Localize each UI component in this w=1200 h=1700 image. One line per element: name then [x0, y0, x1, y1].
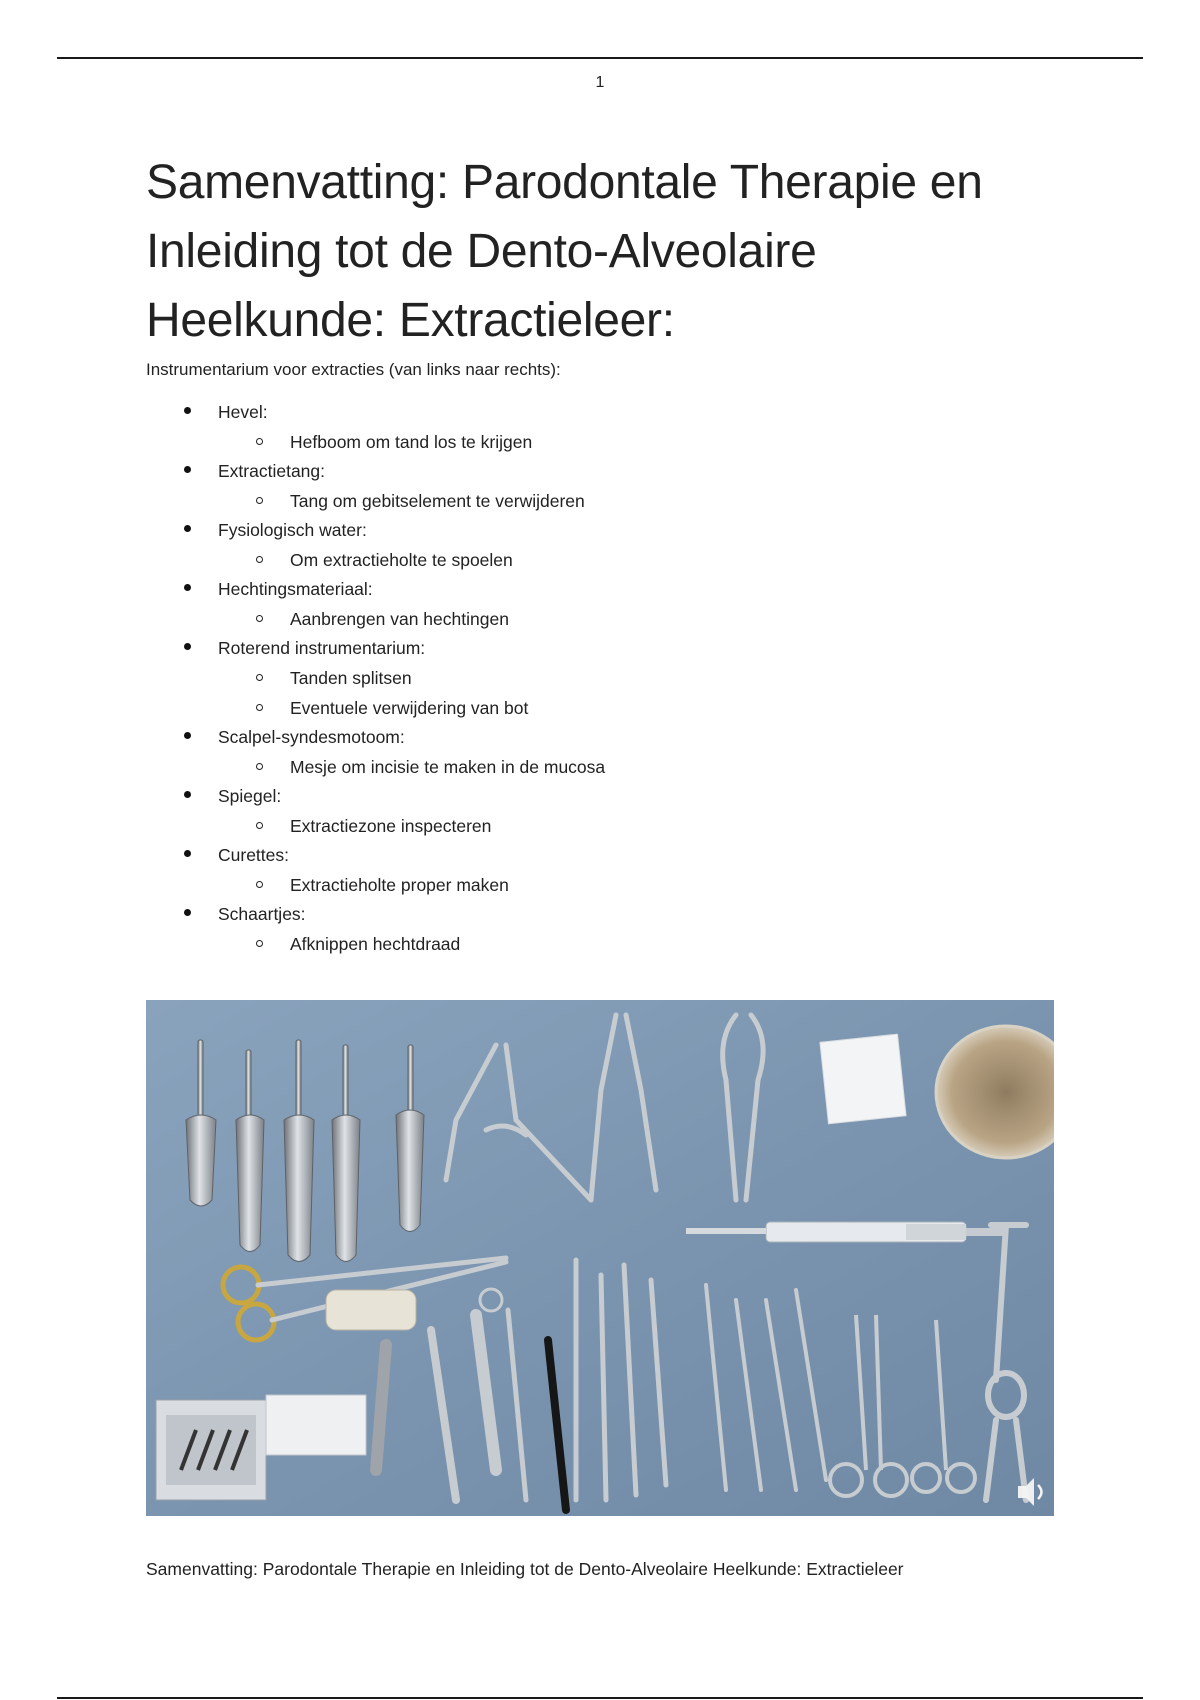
- instrument-item: [146, 457, 1076, 516]
- instrument-label: Hevel:: [218, 402, 268, 422]
- instrument-description-text: Hefboom om tand los te krijgen: [290, 432, 533, 452]
- instrument-description: [218, 752, 1076, 782]
- instrument-description: [218, 486, 1076, 516]
- instrument-description: [218, 663, 1076, 693]
- instrument-sublist: [218, 752, 1076, 782]
- circle-bullet-icon: [256, 940, 263, 947]
- title-line: Samenvatting: Parodontale Therapie en: [146, 156, 983, 209]
- instrument-description-text: Aanbrengen van hechtingen: [290, 609, 509, 629]
- instrument-sublist: [218, 486, 1076, 516]
- instrument-sublist: [218, 604, 1076, 634]
- instrument-description: [218, 545, 1076, 575]
- document-title: [146, 148, 1076, 355]
- instrument-item: [146, 723, 1076, 782]
- instrument-description: [218, 693, 1076, 723]
- figure-caption: Samenvatting: Parodontale Therapie en Inleiding tot de Dento-Alveolaire Heelkunde: Extractieleer: [146, 1559, 904, 1579]
- instrument-item: [146, 516, 1076, 575]
- instrument-sublist: [218, 545, 1076, 575]
- bullet-icon: [184, 850, 191, 857]
- title-line: Heelkunde: Extractieleer:: [146, 294, 675, 347]
- instrument-label: Curettes:: [218, 845, 289, 865]
- instrument-item: [146, 782, 1076, 841]
- instrument-item: [146, 841, 1076, 900]
- circle-bullet-icon: [256, 822, 263, 829]
- bullet-icon: [184, 732, 191, 739]
- instrument-description: [218, 811, 1076, 841]
- instrument-description: [218, 427, 1076, 457]
- circle-bullet-icon: [256, 615, 263, 622]
- circle-bullet-icon: [256, 704, 263, 711]
- footer-rule: [57, 1697, 1143, 1699]
- bullet-icon: [184, 466, 191, 473]
- instrument-item: [146, 398, 1076, 457]
- instrument-description-text: Extractieholte proper maken: [290, 875, 509, 895]
- bullet-icon: [184, 525, 191, 532]
- instruments-photo-drawing: [146, 1000, 1054, 1516]
- bullet-icon: [184, 584, 191, 591]
- suture-pack: [326, 1290, 416, 1330]
- instrument-label: Scalpel-syndesmotoom:: [218, 727, 405, 747]
- instrument-item: [146, 900, 1076, 959]
- instrument-item: [146, 575, 1076, 634]
- circle-bullet-icon: [256, 556, 263, 563]
- circle-bullet-icon: [256, 881, 263, 888]
- circle-bullet-icon: [256, 674, 263, 681]
- instrument-label: Fysiologisch water:: [218, 520, 367, 540]
- instrument-description: [218, 870, 1076, 900]
- instrument-sublist: [218, 929, 1076, 959]
- instrument-list: [146, 398, 1076, 959]
- instrument-item: [146, 634, 1076, 723]
- circle-bullet-icon: [256, 438, 263, 445]
- instrument-sublist: [218, 811, 1076, 841]
- instrument-sublist: [218, 427, 1076, 457]
- instrument-sublist: [218, 870, 1076, 900]
- circle-bullet-icon: [256, 497, 263, 504]
- instrument-description: [218, 929, 1076, 959]
- bullet-icon: [184, 407, 191, 414]
- document-body: [146, 148, 1076, 959]
- intro-text: Instrumentarium voor extracties (van links naar rechts):: [146, 360, 561, 379]
- page-number: 1: [595, 74, 605, 91]
- instrument-label: Extractietang:: [218, 461, 325, 481]
- instruments-photo: [146, 1000, 1054, 1516]
- bullet-icon: [184, 909, 191, 916]
- bullet-icon: [184, 791, 191, 798]
- instrument-label: Roterend instrumentarium:: [218, 638, 426, 658]
- instrument-description-text: Extractiezone inspecteren: [290, 816, 492, 836]
- instrument-description-text: Eventuele verwijdering van bot: [290, 698, 529, 718]
- instrument-description-text: Mesje om incisie te maken in de mucosa: [290, 757, 606, 777]
- instrument-description: [218, 604, 1076, 634]
- title-line: Inleiding tot de Dento-Alveolaire: [146, 225, 817, 278]
- header-rule: [57, 57, 1143, 59]
- bullet-icon: [184, 643, 191, 650]
- instrument-label: Hechtingsmateriaal:: [218, 579, 373, 599]
- circle-bullet-icon: [256, 763, 263, 770]
- instrument-sublist: [218, 663, 1076, 723]
- instrument-label: Schaartjes:: [218, 904, 306, 924]
- instrument-label: Spiegel:: [218, 786, 282, 806]
- instrument-description-text: Tang om gebitselement te verwijderen: [290, 491, 585, 511]
- instrument-description-text: Om extractieholte te spoelen: [290, 550, 513, 570]
- gauze: [820, 1034, 906, 1124]
- instrument-description-text: Tanden splitsen: [290, 668, 412, 688]
- instrument-description-text: Afknippen hechtdraad: [290, 934, 461, 954]
